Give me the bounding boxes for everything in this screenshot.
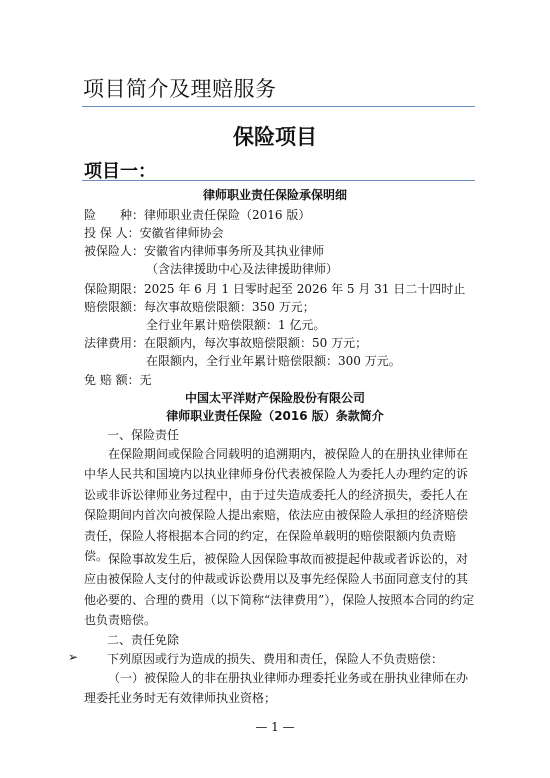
legal-fees-value: 在限额内，每次事故赔偿限额：50 万元； — [144, 336, 368, 350]
policyholder-value: 安徽省律师协会 — [139, 226, 224, 240]
insurer-name: 中国太平洋财产保险股份有限公司 — [184, 391, 365, 405]
liability-heading: 一、保险责任 — [107, 428, 180, 442]
legal-fees-label: 法律费用： — [84, 336, 145, 350]
insured-value-continuation: （含法律援助中心及法律援助律师） — [146, 262, 339, 276]
legal-fees-value-continuation: 在限额内，全行业年累计赔偿限额：300 万元。 — [146, 354, 401, 368]
limit-value-continuation: 全行业年累计赔偿限额：1 亿元。 — [146, 318, 326, 332]
header-divider — [82, 106, 475, 107]
schedule-title: 律师职业责任保险承保明细 — [202, 188, 347, 202]
page-number: — 1 — — [255, 720, 295, 734]
liability-paragraph-2: 保险事故发生后，被保险人因保险事故而被提起仲裁或者诉讼的，对应由被保险人支付的仲裁或诉讼费用以及事先经保险人书面同意支付的其他必要的、合理的费用（以下简称“法律费用”），保险人按照本合同的约定也负责赔偿。 — [84, 552, 475, 628]
exclusion-heading: 二、责任免除 — [107, 633, 180, 647]
exclusion-intro: 下列原因或行为造成的损失、费用和责任，保险人不负责赔偿： — [107, 652, 444, 666]
insurance-type-label: 险 种： — [84, 208, 145, 222]
exclusion-item-1: （一）被保险人的非在册执业律师办理委托业务或在册执业律师在办理委托业务时无有效律师执业资格； — [84, 671, 469, 706]
schedule-row-limit — [84, 298, 315, 315]
policyholder-label: 投 保 人： — [84, 226, 140, 240]
schedule-row-legal-fees — [84, 334, 367, 351]
liability-paragraph-1: 在保险期间或保险合同载明的追溯期内，被保险人的在册执业律师在中华人民共和国境内以执业律师身份代表被保险人为委托人办理约定的诉讼或非诉讼律师业务过程中，由于过失造成委托人的经济损失，委托人在保险期间内首次向被保险人提出索赔，依法应由被保险人承担的经济赔偿责任，保险人将根据本合同的约定，在保险单载明的赔偿限额内负责赔偿。 — [84, 447, 469, 564]
schedule-row-policyholder — [84, 224, 224, 241]
schedule-row-period — [84, 280, 465, 297]
deductible-value: 无 — [139, 373, 152, 387]
bullet-arrow-icon: ➢ — [68, 650, 79, 664]
header-title: 项目简介及理赔服务 — [83, 77, 277, 101]
period-label: 保险期限： — [84, 282, 145, 296]
limit-value: 每次事故赔偿限额：350 万元； — [144, 300, 315, 314]
insurance-type-value: 律师职业责任保险（2016 版） — [144, 208, 311, 222]
section-divider — [82, 180, 475, 181]
insured-value: 安徽省内律师事务所及其执业律师 — [144, 244, 325, 258]
period-value: 2025 年 6 月 1 日零时起至 2026 年 5 月 31 日二十四时止 — [144, 282, 466, 296]
limit-label: 赔偿限额： — [84, 300, 145, 314]
schedule-row-deductible — [84, 371, 152, 388]
clauses-title: 律师职业责任保险（2016 版）条款简介 — [166, 409, 384, 423]
document-title: 保险项目 — [233, 125, 317, 149]
schedule-row-insurance-type — [84, 206, 310, 223]
schedule-row-insured — [84, 242, 324, 259]
deductible-label: 免 赔 额： — [84, 373, 140, 387]
section-heading: 项目一： — [84, 161, 156, 182]
insured-label: 被保险人： — [84, 244, 145, 258]
